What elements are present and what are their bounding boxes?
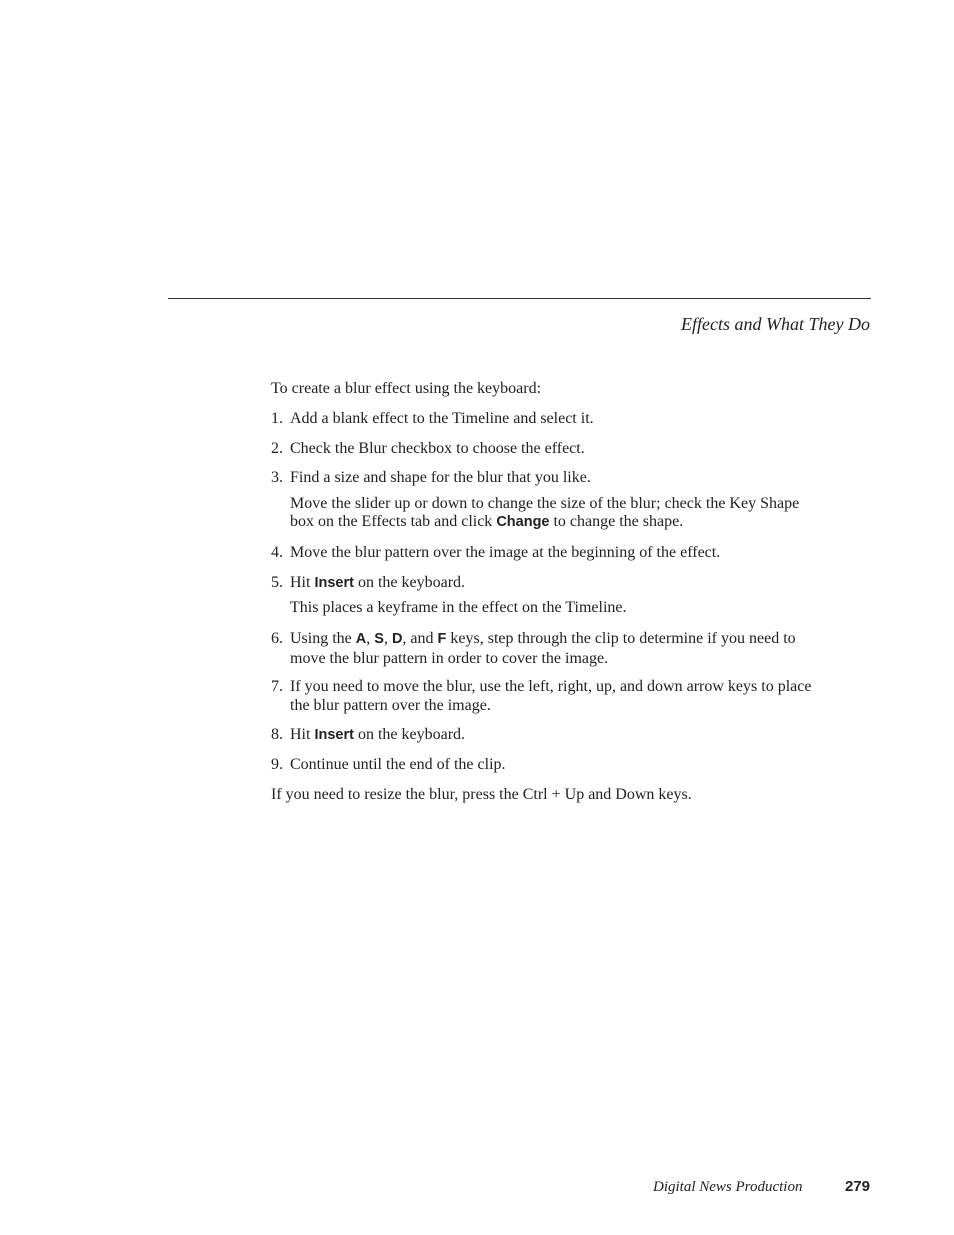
- header-rule: [168, 298, 871, 299]
- step-text-part: Using the: [290, 630, 356, 647]
- list-item-step-9: [271, 755, 816, 774]
- step-number: 4.: [271, 544, 283, 561]
- step-text: Find a size and shape for the blur that you like.: [290, 469, 591, 486]
- separator: ,: [383, 630, 392, 647]
- list-item-step-2: [271, 439, 816, 458]
- list-item-step-5: [271, 573, 816, 593]
- key-insert: Insert: [314, 727, 354, 743]
- step-text: Continue until the end of the clip.: [290, 756, 506, 773]
- step-text: [290, 573, 816, 593]
- list-item-step-6: [271, 629, 816, 668]
- separator: ,: [366, 630, 375, 647]
- footer-book-title: Digital News Production: [653, 1179, 803, 1195]
- list-item-step-7: [271, 677, 816, 715]
- step-text-part: keys, step through the clip to determine if you need to move the blur pattern in order to cover the image.: [290, 630, 796, 667]
- page-number: 279: [844, 1178, 870, 1195]
- separator: , and: [402, 630, 438, 647]
- step-3-note: [290, 495, 816, 531]
- step-number: 5.: [271, 574, 283, 591]
- step-text: Check the Blur checkbox to choose the effect.: [290, 440, 585, 457]
- key-f: F: [437, 631, 447, 647]
- step-number: 6.: [271, 630, 283, 647]
- step-number: 2.: [271, 440, 283, 457]
- note-text: to change the shape.: [549, 513, 684, 530]
- key-a: A: [355, 631, 367, 647]
- step-text: [290, 629, 816, 668]
- list-item-step-1: [271, 409, 816, 428]
- list-item-step-8: [271, 725, 816, 745]
- key-d: D: [391, 631, 403, 647]
- step-text-part: Hit: [290, 574, 315, 591]
- key-change: Change: [496, 514, 550, 530]
- step-text: [290, 725, 816, 745]
- step-text-part: on the keyboard.: [353, 726, 466, 743]
- closing-paragraph: If you need to resize the blur, press the Ctrl + Up and Down keys.: [271, 786, 692, 803]
- step-text: Move the blur pattern over the image at the beginning of the effect.: [290, 544, 721, 561]
- step-text-part: on the keyboard.: [353, 574, 466, 591]
- step-number: 3.: [271, 469, 283, 486]
- step-number: 9.: [271, 756, 283, 773]
- step-number: 8.: [271, 726, 283, 743]
- step-number: 7.: [271, 678, 283, 695]
- list-item-step-3: [271, 468, 816, 487]
- step-text: Add a blank effect to the Timeline and select it.: [290, 410, 594, 427]
- key-insert: Insert: [314, 575, 354, 591]
- key-s: S: [374, 631, 384, 647]
- step-number: 1.: [271, 410, 283, 427]
- intro-paragraph: To create a blur effect using the keyboard:: [271, 380, 542, 397]
- step-5-note: This places a keyframe in the effect on the Timeline.: [290, 599, 627, 616]
- step-text: If you need to move the blur, use the left, right, up, and down arrow keys to place the blur pattern over the image.: [290, 678, 812, 714]
- running-head: Effects and What They Do: [681, 314, 870, 334]
- note-text: Move the slider up or down to change the size of the blur; check the Key Shape box on the Effects tab and click: [290, 495, 800, 530]
- step-text-part: Hit: [290, 726, 315, 743]
- list-item-step-4: [271, 543, 816, 562]
